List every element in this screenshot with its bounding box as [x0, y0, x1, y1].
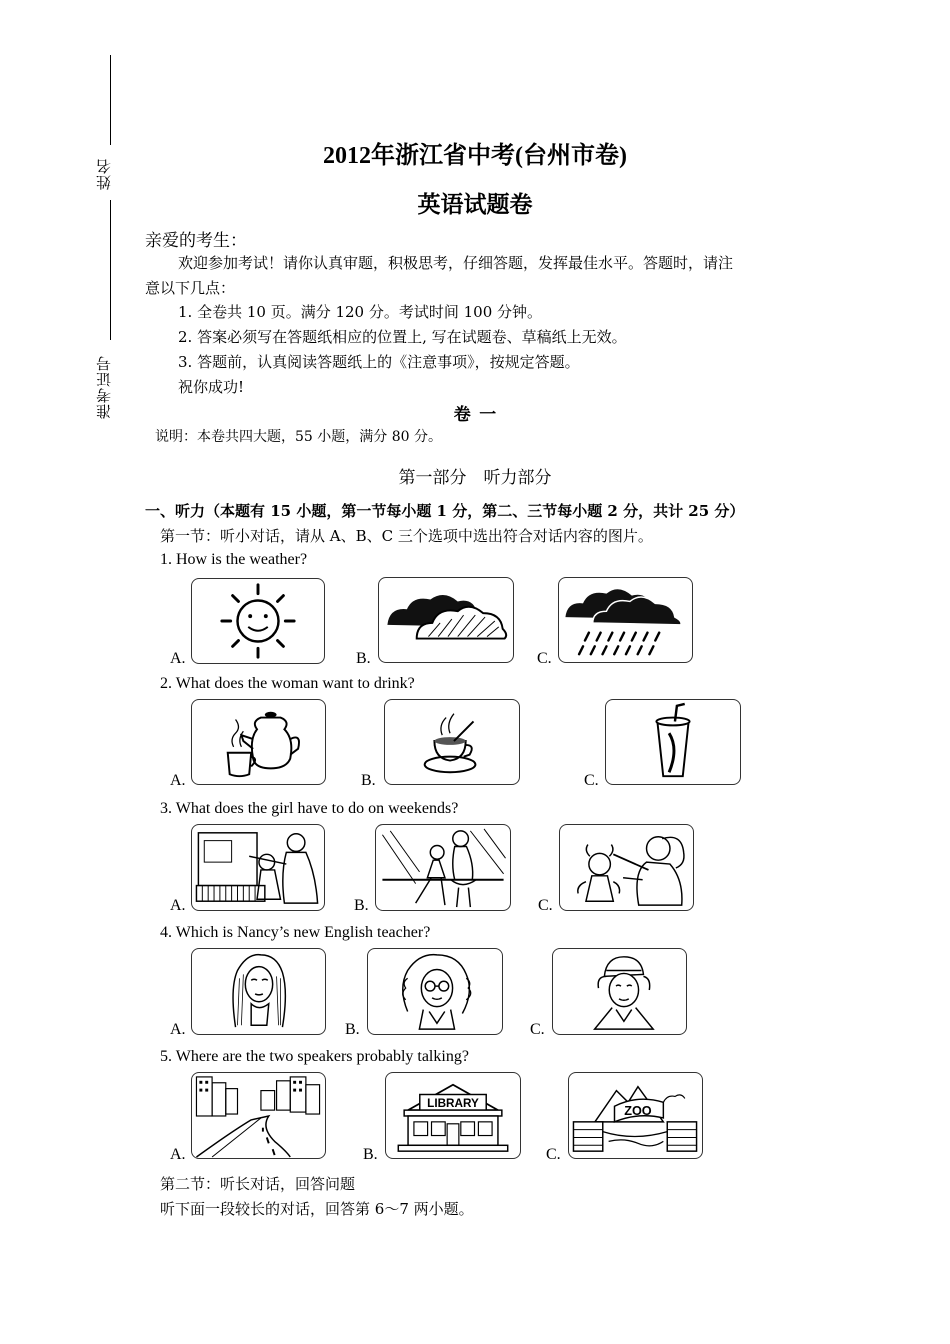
volume-note: 说明：本卷共四大题，55 小题，满分 80 分。 — [155, 429, 442, 445]
option-label: B. — [354, 897, 369, 914]
option-label: C. — [584, 772, 599, 789]
question-4: 4. Which is Nancy’s new English teacher? — [160, 924, 431, 941]
zoo-sign-text: ZOO — [624, 1104, 652, 1119]
cloud-icon[interactable] — [378, 577, 514, 663]
question-5: 5. Where are the two speakers probably talking? — [160, 1048, 469, 1065]
page-subtitle: 英语试题卷 — [417, 192, 533, 217]
coffee-cup-icon[interactable] — [384, 699, 520, 785]
rule-1: 1. 全卷共 10 页。满分 120 分。考试时间 100 分钟。 — [178, 303, 543, 321]
question-1: 1. How is the weather? — [160, 551, 308, 568]
option-label: A. — [170, 772, 186, 789]
part-label: 第一部分 听力部分 — [398, 468, 552, 487]
subsection-2-instruction: 听下面一段较长的对话，回答第 6～7 两小题。 — [160, 1200, 474, 1218]
teapot-icon[interactable] — [191, 699, 326, 785]
name-label: 姓名 — [95, 158, 113, 190]
intro-line-2: 意以下几点： — [145, 279, 236, 297]
option-label: C. — [546, 1146, 561, 1163]
exam-number-label: 准考证号 — [95, 355, 113, 419]
soda-cup-icon[interactable] — [605, 699, 741, 785]
question-2: 2. What does the woman want to drink? — [160, 675, 415, 692]
option-label: C. — [537, 650, 552, 667]
zoo-image[interactable] — [568, 1072, 703, 1159]
piano-lesson-image[interactable] — [191, 824, 325, 911]
option-label: B. — [345, 1021, 360, 1038]
greeting: 亲爱的考生： — [145, 231, 247, 251]
painting-lesson-image[interactable] — [559, 824, 694, 911]
hat-woman-image[interactable] — [552, 948, 687, 1035]
intro-line-1: 欢迎参加考试！请你认真审题，积极思考，仔细答题，发挥最佳水平。答题时，请注 — [178, 254, 734, 272]
binding-line-top — [110, 55, 111, 145]
rule-3: 3. 答题前，认真阅读答题纸上的《注意事项》，按规定答题。 — [178, 353, 580, 371]
option-label: A. — [170, 1146, 186, 1163]
option-label: C. — [530, 1021, 545, 1038]
volume-label: 卷 一 — [453, 405, 497, 424]
library-image[interactable] — [385, 1072, 521, 1159]
ballet-lesson-image[interactable] — [375, 824, 511, 911]
option-label: B. — [361, 772, 376, 789]
question-3: 3. What does the girl have to do on weekends? — [160, 800, 459, 817]
glasses-woman-image[interactable] — [367, 948, 503, 1035]
street-image[interactable] — [191, 1072, 326, 1159]
closing-text: 祝你成功! — [178, 378, 245, 396]
option-label: A. — [170, 897, 186, 914]
rule-2: 2. 答案必须写在答题纸相应的位置上, 写在试题卷、草稿纸上无效。 — [178, 328, 627, 346]
sun-icon[interactable] — [191, 578, 325, 664]
binding-line-mid — [110, 200, 111, 340]
option-label: A. — [170, 650, 186, 667]
option-label: B. — [363, 1146, 378, 1163]
long-hair-woman-image[interactable] — [191, 948, 326, 1035]
library-sign-text: LIBRARY — [427, 1097, 479, 1111]
rain-cloud-icon[interactable] — [558, 577, 693, 663]
page-title: 2012年浙江省中考(台州市卷) — [323, 143, 627, 169]
section-heading: 一、听力（本题有 15 小题，第一节每小题 1 分，第二、三节每小题 2 分，共计 25 分） — [145, 502, 745, 520]
option-label: A. — [170, 1021, 186, 1038]
option-label: C. — [538, 897, 553, 914]
option-label: B. — [356, 650, 371, 667]
subsection-2-heading: 第二节：听长对话，回答问题 — [160, 1175, 356, 1193]
subsection-instruction: 第一节：听小对话，请从 A、B、C 三个选项中选出符合对话内容的图片。 — [160, 527, 653, 545]
